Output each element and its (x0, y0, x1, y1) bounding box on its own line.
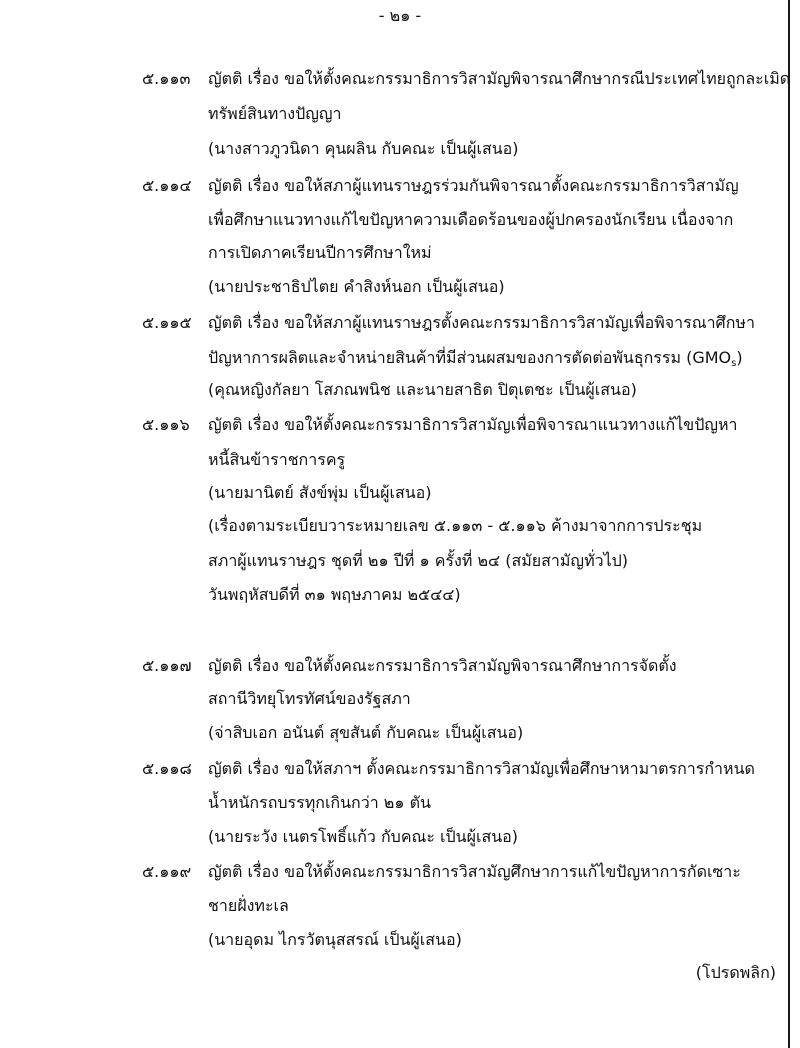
item-title-line: น้ำหนักรถบรรทุกเกินกว่า ๒๑ ตัน (208, 793, 431, 812)
item-number: ๕.๑๑๖ (142, 415, 190, 434)
scan-edge-line (788, 0, 790, 1048)
item-title-line: หนี้สินข้าราชการครู (208, 450, 346, 469)
item-title-line: ญัตติ เรื่อง ขอให้ตั้งคณะกรรมาธิการวิสามัญพิจารณาศึกษาการจัดตั้ง (208, 656, 677, 675)
item-proposer: (นายอุดม ไกรวัตนุสสรณ์ เป็นผู้เสนอ) (208, 930, 462, 949)
item-number: ๕.๑๑๓ (142, 69, 191, 88)
item-title-line: ชายฝั่งทะเล (208, 896, 289, 915)
item-title-line: สถานีวิทยุโทรทัศน์ของรัฐสภา (208, 689, 411, 708)
pending-note-line: สภาผู้แทนราษฎร ชุดที่ ๒๑ ปีที่ ๑ ครั้งที่ ๒๔ (สมัยสามัญทั่วไป) (208, 551, 629, 570)
item-title-text: ปัญหาการผลิตและจำหน่ายสินค้าที่มีส่วนผสมของการตัดต่อพันธุกรรม (GMO (208, 348, 732, 367)
item-proposer: (คุณหญิงกัลยา โสภณพนิช และนายสาธิต ปิตุเตชะ เป็นผู้เสนอ) (208, 380, 637, 399)
item-number: ๕.๑๑๕ (142, 313, 192, 332)
item-title-line (208, 347, 743, 375)
item-number: ๕.๑๑๘ (142, 759, 192, 778)
item-number: ๕.๑๑๔ (142, 176, 192, 195)
item-title-line: เพื่อศึกษาแนวทางแก้ไขปัญหาความเดือดร้อนของผู้ปกครองนักเรียน เนื่องจาก (208, 210, 734, 229)
gmo-subscript: s (731, 358, 737, 369)
item-title-line: ญัตติ เรื่อง ขอให้สภาผู้แทนราษฎรตั้งคณะกรรมาธิการวิสามัญเพื่อพิจารณาศึกษา (208, 313, 755, 332)
page-number: - ๒๑ - (378, 6, 422, 25)
item-title-line: ญัตติ เรื่อง ขอให้ตั้งคณะกรรมาธิการวิสามัญเพื่อพิจารณาแนวทางแก้ไขปัญหา (208, 415, 738, 434)
item-title-line: ทรัพย์สินทางปัญญา (208, 104, 342, 123)
item-number: ๕.๑๑๗ (142, 656, 192, 675)
item-title-line: การเปิดภาคเรียนปีการศึกษาใหม่ (208, 243, 432, 262)
item-proposer: (นายระวัง เนตรโพธิ์แก้ว กับคณะ เป็นผู้เสนอ) (208, 827, 519, 846)
pending-note-line: (เรื่องตามระเบียบวาระหมายเลข ๕.๑๑๓ - ๕.๑๑๖ ค้างมาจากการประชุม (208, 516, 703, 535)
please-turn-over-note: (โปรดพลิก) (695, 963, 776, 982)
item-proposer: (จ่าสิบเอก อนันต์ สุขสันต์ กับคณะ เป็นผู้เสนอ) (208, 723, 524, 742)
item-proposer: (นายประชาธิปไตย คำสิงห์นอก เป็นผู้เสนอ) (208, 277, 505, 296)
item-proposer: (นายมานิตย์ สังข์พุ่ม เป็นผู้เสนอ) (208, 483, 432, 502)
item-title-line: ญัตติ เรื่อง ขอให้สภาผู้แทนราษฎรร่วมกันพิจารณาตั้งคณะกรรมาธิการวิสามัญ (208, 176, 739, 195)
item-proposer: (นางสาวภูวนิดา คุนผลิน กับคณะ เป็นผู้เสนอ) (208, 139, 519, 158)
pending-note-line: วันพฤหัสบดีที่ ๓๑ พฤษภาคม ๒๕๔๔) (208, 585, 461, 604)
item-title-line: ญัตติ เรื่อง ขอให้ตั้งคณะกรรมาธิการวิสามัญศึกษาการแก้ไขปัญหาการกัดเซาะ (208, 862, 741, 881)
item-number: ๕.๑๑๙ (142, 862, 192, 881)
item-title-line: ญัตติ เรื่อง ขอให้สภาฯ ตั้งคณะกรรมาธิการวิสามัญเพื่อศึกษาหามาตรการกำหนด (208, 759, 755, 778)
item-title-line: ญัตติ เรื่อง ขอให้ตั้งคณะกรรมาธิการวิสามัญพิจารณาศึกษากรณีประเทศไทยถูกละเมิด (208, 69, 791, 88)
gmo-close-paren: ) (736, 348, 743, 367)
